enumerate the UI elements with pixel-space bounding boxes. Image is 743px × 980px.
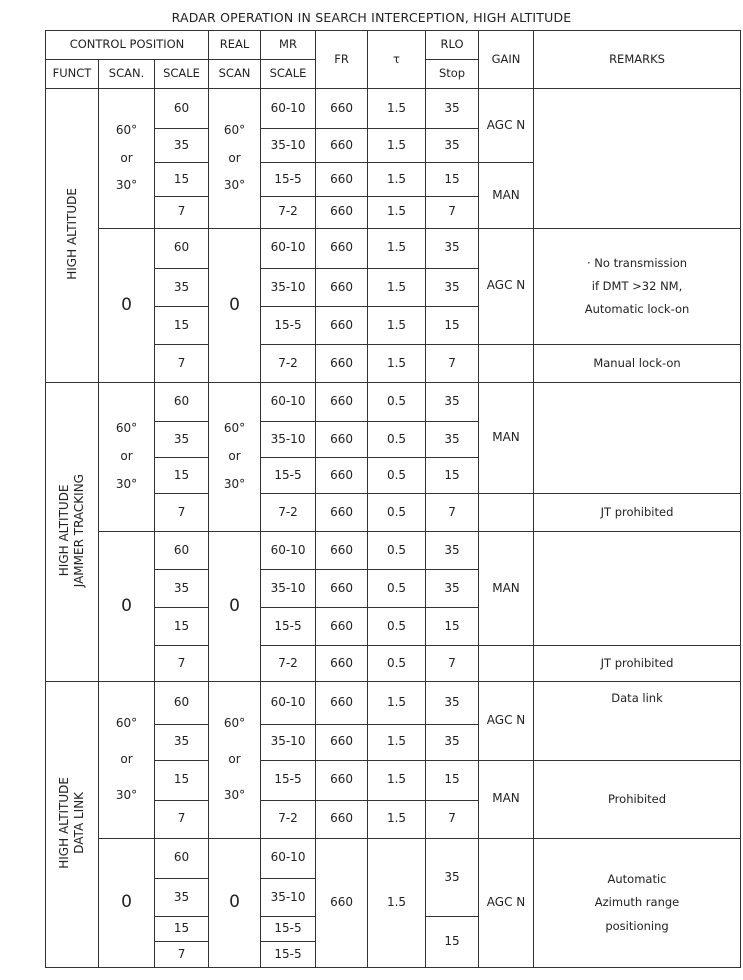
table-row: [46, 682, 741, 724]
mr-scale-cell: 7-2: [261, 800, 316, 838]
scan-cell: 60° or 30°: [99, 89, 155, 229]
fr-cell: 660: [316, 608, 368, 646]
scan-cell-zero: 0: [99, 532, 155, 682]
rlo-cell: 7: [426, 646, 479, 682]
header-rlo: RLO: [426, 31, 479, 60]
remarks-cell: [534, 383, 741, 494]
scale-cell: 60: [155, 89, 209, 129]
scale-cell: 15: [155, 163, 209, 197]
rlo-cell: 35: [426, 682, 479, 724]
tau-cell: 1.5: [368, 838, 426, 967]
remarks-cell: [534, 532, 741, 646]
header-remarks: REMARKS: [534, 31, 741, 89]
real-scan-cell-zero: 0: [209, 228, 261, 382]
rlo-cell: 7: [426, 196, 479, 228]
remarks-cell: Prohibited: [534, 760, 741, 838]
header-control-position: CONTROL POSITION: [46, 31, 209, 60]
tau-cell: 1.5: [368, 800, 426, 838]
scale-cell: 60: [155, 383, 209, 422]
remarks-cell: JT prohibited: [534, 494, 741, 532]
fr-cell: 660: [316, 646, 368, 682]
rlo-cell: 15: [426, 458, 479, 494]
scale-cell: 15: [155, 306, 209, 344]
header-scale: SCALE: [155, 59, 209, 89]
scale-cell: 60: [155, 838, 209, 878]
table-row: [46, 228, 741, 268]
header-mr-scale: SCALE: [261, 59, 316, 89]
tau-cell: 1.5: [368, 196, 426, 228]
rlo-cell: 35: [426, 838, 479, 916]
gain-cell-empty: [479, 494, 534, 532]
fr-cell: 660: [316, 129, 368, 163]
tau-cell: 0.5: [368, 608, 426, 646]
scale-cell: 7: [155, 942, 209, 968]
real-scan-cell: 60° or 30°: [209, 682, 261, 838]
tau-cell: 1.5: [368, 724, 426, 760]
fr-cell: 660: [316, 228, 368, 268]
remarks-cell: · No transmission if DMT >32 NM, Automatic lock-on: [534, 228, 741, 344]
rlo-cell: 7: [426, 800, 479, 838]
scan-cell-zero: 0: [99, 838, 155, 967]
mr-scale-cell: 7-2: [261, 494, 316, 532]
header-scan: SCAN.: [99, 59, 155, 89]
tau-cell: 0.5: [368, 570, 426, 608]
mr-scale-cell: 15-5: [261, 917, 316, 942]
tau-cell: 1.5: [368, 163, 426, 197]
rlo-cell: 35: [426, 89, 479, 129]
function-cell-data-link: HIGH ALTITUDE DATA LINK: [46, 682, 99, 968]
mr-scale-cell: 35-10: [261, 422, 316, 458]
fr-cell: 660: [316, 724, 368, 760]
header-real: REAL: [209, 31, 261, 60]
fr-cell: 660: [316, 89, 368, 129]
fr-cell: 660: [316, 422, 368, 458]
header-mr: MR: [261, 31, 316, 60]
rlo-cell: 15: [426, 163, 479, 197]
mr-scale-cell: 7-2: [261, 196, 316, 228]
header-tau: τ: [368, 31, 426, 89]
mr-scale-cell: 35-10: [261, 268, 316, 306]
scale-cell: 15: [155, 608, 209, 646]
scale-cell: 60: [155, 228, 209, 268]
gain-cell: MAN: [479, 532, 534, 646]
real-scan-cell: 60° or 30°: [209, 383, 261, 532]
scale-cell: 35: [155, 422, 209, 458]
mr-scale-cell: 35-10: [261, 570, 316, 608]
tau-cell: 1.5: [368, 760, 426, 800]
tau-cell: 1.5: [368, 228, 426, 268]
scan-cell-zero: 0: [99, 228, 155, 382]
fr-cell: 660: [316, 458, 368, 494]
tau-cell: 0.5: [368, 422, 426, 458]
fr-cell: 660: [316, 760, 368, 800]
header-rlo-stop: Stop: [426, 59, 479, 89]
gain-cell: AGC N: [479, 838, 534, 967]
gain-cell: AGC N: [479, 228, 534, 344]
tau-cell: 0.5: [368, 383, 426, 422]
remarks-cell: [534, 89, 741, 229]
tau-cell: 0.5: [368, 532, 426, 570]
fr-cell: 660: [316, 306, 368, 344]
fr-cell: 660: [316, 570, 368, 608]
scale-cell: 7: [155, 494, 209, 532]
mr-scale-cell: 7-2: [261, 345, 316, 383]
table-row: [46, 838, 741, 878]
scale-cell: 35: [155, 570, 209, 608]
rlo-cell: 35: [426, 129, 479, 163]
fr-cell: 660: [316, 345, 368, 383]
mr-scale-cell: 60-10: [261, 89, 316, 129]
mr-scale-cell: 15-5: [261, 306, 316, 344]
rlo-cell: 35: [426, 724, 479, 760]
remarks-cell: Manual lock-on: [534, 345, 741, 383]
tau-cell: 0.5: [368, 646, 426, 682]
gain-cell: MAN: [479, 760, 534, 838]
tau-cell: 1.5: [368, 268, 426, 306]
fr-cell: 660: [316, 838, 368, 967]
remarks-cell: Automatic Azimuth range positioning: [534, 838, 741, 967]
rlo-cell: 35: [426, 228, 479, 268]
tau-cell: 1.5: [368, 89, 426, 129]
mr-scale-cell: 15-5: [261, 942, 316, 968]
mr-scale-cell: 15-5: [261, 608, 316, 646]
mr-scale-cell: 60-10: [261, 532, 316, 570]
header-row-1: [46, 31, 741, 60]
tau-cell: 1.5: [368, 129, 426, 163]
scale-cell: 15: [155, 760, 209, 800]
rlo-cell: 15: [426, 608, 479, 646]
scale-cell: 7: [155, 800, 209, 838]
mr-scale-cell: 15-5: [261, 163, 316, 197]
fr-cell: 660: [316, 383, 368, 422]
gain-cell-empty: [479, 646, 534, 682]
scale-cell: 15: [155, 458, 209, 494]
table-row: [46, 532, 741, 570]
mr-scale-cell: 60-10: [261, 838, 316, 878]
fr-cell: 660: [316, 682, 368, 724]
scale-cell: 60: [155, 532, 209, 570]
rlo-cell: 35: [426, 570, 479, 608]
gain-cell: AGC N: [479, 89, 534, 163]
tau-cell: 0.5: [368, 458, 426, 494]
function-cell-jammer-tracking: HIGH ALTITUDE JAMMER TRACKING: [46, 383, 99, 682]
mr-scale-cell: 35-10: [261, 129, 316, 163]
tau-cell: 1.5: [368, 345, 426, 383]
tau-cell: 1.5: [368, 306, 426, 344]
gain-cell: MAN: [479, 383, 534, 494]
header-fr: FR: [316, 31, 368, 89]
rlo-cell: 35: [426, 268, 479, 306]
gain-cell-empty: [479, 345, 534, 383]
scale-cell: 60: [155, 682, 209, 724]
real-scan-cell-zero: 0: [209, 838, 261, 967]
real-scan-cell-zero: 0: [209, 532, 261, 682]
fr-cell: 660: [316, 163, 368, 197]
rlo-cell: 15: [426, 917, 479, 968]
mr-scale-cell: 35-10: [261, 878, 316, 916]
rlo-cell: 35: [426, 383, 479, 422]
scale-cell: 7: [155, 646, 209, 682]
fr-cell: 660: [316, 196, 368, 228]
fr-cell: 660: [316, 800, 368, 838]
mr-scale-cell: 35-10: [261, 724, 316, 760]
table-row: [46, 383, 741, 422]
mr-scale-cell: 60-10: [261, 383, 316, 422]
fr-cell: 660: [316, 494, 368, 532]
rlo-cell: 15: [426, 306, 479, 344]
table-row: [46, 89, 741, 129]
tau-cell: 0.5: [368, 494, 426, 532]
scale-cell: 35: [155, 129, 209, 163]
rlo-cell: 7: [426, 494, 479, 532]
scale-cell: 7: [155, 345, 209, 383]
scan-cell: 60° or 30°: [99, 383, 155, 532]
mr-scale-cell: 15-5: [261, 760, 316, 800]
tau-cell: 1.5: [368, 682, 426, 724]
gain-cell: MAN: [479, 163, 534, 229]
function-cell-high-altitude: HIGH ALTITUDE: [46, 89, 99, 383]
remarks-cell: JT prohibited: [534, 646, 741, 682]
page-title: RADAR OPERATION IN SEARCH INTERCEPTION, HIGH ALTITUDE: [171, 10, 572, 25]
scale-cell: 7: [155, 196, 209, 228]
fr-cell: 660: [316, 532, 368, 570]
scan-cell: 60° or 30°: [99, 682, 155, 838]
scale-cell: 15: [155, 917, 209, 942]
remarks-cell: Data link: [534, 682, 741, 760]
real-scan-cell: 60° or 30°: [209, 89, 261, 229]
rlo-cell: 35: [426, 532, 479, 570]
scale-cell: 35: [155, 268, 209, 306]
mr-scale-cell: 7-2: [261, 646, 316, 682]
mr-scale-cell: 60-10: [261, 682, 316, 724]
scale-cell: 35: [155, 878, 209, 916]
fr-cell: 660: [316, 268, 368, 306]
gain-cell: AGC N: [479, 682, 534, 760]
rlo-cell: 7: [426, 345, 479, 383]
mr-scale-cell: 60-10: [261, 228, 316, 268]
header-funct: FUNCT: [46, 59, 99, 89]
rlo-cell: 35: [426, 422, 479, 458]
scale-cell: 35: [155, 724, 209, 760]
mr-scale-cell: 15-5: [261, 458, 316, 494]
radar-operation-table: [45, 30, 741, 968]
header-real-scan: SCAN: [209, 59, 261, 89]
header-gain: GAIN: [479, 31, 534, 89]
rlo-cell: 15: [426, 760, 479, 800]
